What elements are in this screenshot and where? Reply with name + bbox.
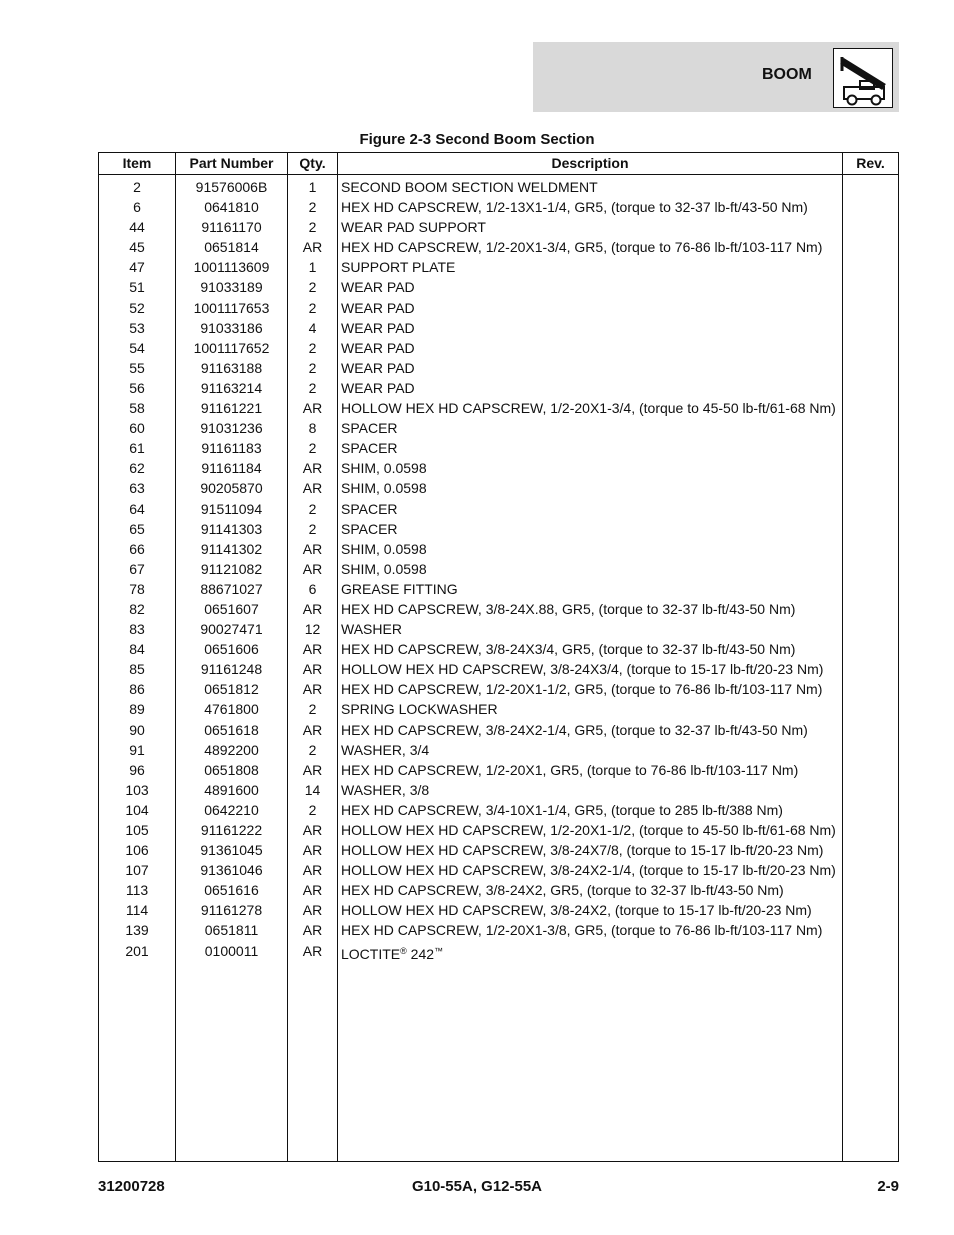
cell-part-number: 91161222	[200, 822, 263, 838]
cell-qty: AR	[302, 842, 323, 859]
cell-item: 53	[129, 319, 145, 336]
cell-item: 107	[125, 862, 149, 879]
cell-item: 91	[129, 741, 145, 758]
cell-qty: AR	[302, 560, 323, 577]
cell-part-number: 91141303	[200, 520, 263, 537]
cell-part-number: 91161248	[200, 661, 263, 678]
cell-description: HEX HD CAPSCREW, 3/8-24X3/4, GR5, (torque to 32-37 lb-ft/43-50 Nm)	[341, 641, 796, 658]
cell-part-number: 0651812	[204, 681, 259, 698]
table-row	[99, 780, 898, 800]
table-row	[99, 941, 898, 961]
table-row	[99, 920, 898, 940]
cell-description: HOLLOW HEX HD CAPSCREW, 3/8-24X3/4, (torque to 15-17 lb-ft/20-23 Nm)	[341, 661, 824, 678]
cell-qty: 2	[308, 379, 317, 396]
cell-description: WASHER, 3/8	[341, 781, 430, 798]
cell-part-number: 91161184	[201, 460, 262, 477]
cell-description: HEX HD CAPSCREW, 3/4-10X1-1/4, GR5, (torque to 285 lb-ft/388 Nm)	[341, 801, 783, 818]
cell-description: WEAR PAD	[341, 339, 415, 356]
cell-item: 86	[129, 681, 145, 698]
cell-description: HEX HD CAPSCREW, 1/2-20X1-1/2, GR5, (torque to 76-86 lb-ft/103-117 Nm)	[341, 681, 823, 698]
cell-qty: 2	[308, 279, 317, 296]
cell-description: WEAR PAD	[341, 279, 415, 296]
cell-qty: 2	[308, 801, 317, 818]
cell-item: 60	[129, 420, 145, 437]
cell-part-number: 0651618	[204, 721, 259, 738]
table-row	[99, 559, 898, 579]
cell-description: HEX HD CAPSCREW, 1/2-20X1-3/4, GR5, (torque to 76-86 lb-ft/103-117 Nm)	[341, 239, 823, 256]
cell-part-number: 1001117653	[193, 299, 270, 316]
cell-item: 45	[129, 239, 145, 256]
cell-item: 62	[129, 460, 145, 477]
cell-item: 65	[129, 520, 145, 537]
cell-qty: AR	[302, 400, 323, 417]
cell-part-number: 0651814	[204, 239, 259, 256]
table-row	[99, 217, 898, 237]
cell-qty: AR	[302, 942, 323, 959]
figure-title: Figure 2-3 Second Boom Section	[359, 131, 595, 148]
cell-part-number: 91031236	[200, 420, 263, 437]
cell-item: 64	[129, 500, 145, 517]
cell-description: WEAR PAD	[341, 299, 415, 316]
cell-part-number: 91511094	[200, 500, 263, 517]
table-row	[99, 659, 898, 679]
table-row	[99, 257, 898, 277]
cell-item: 82	[129, 600, 145, 617]
table-row	[99, 840, 898, 860]
cell-item: 139	[125, 922, 149, 939]
table-row	[99, 338, 898, 358]
table-row	[99, 579, 898, 599]
cell-qty: AR	[302, 239, 323, 256]
column-header-part-number: Part Number	[189, 155, 274, 171]
cell-item: 66	[129, 540, 145, 557]
cell-part-number: 91161278	[200, 902, 263, 919]
table-row	[99, 880, 898, 900]
page-number: 2-9	[877, 1178, 899, 1195]
cell-qty: AR	[302, 681, 323, 698]
table-row	[99, 800, 898, 820]
table-row	[99, 378, 898, 398]
table-header	[99, 153, 898, 175]
cell-description: WEAR PAD SUPPORT	[341, 219, 486, 236]
cell-description: SPACER	[341, 520, 398, 537]
cell-item: 56	[129, 379, 145, 396]
cell-description: SPACER	[341, 440, 398, 457]
cell-qty: AR	[302, 641, 323, 658]
table-row	[99, 237, 898, 257]
cell-part-number: 1001117652	[193, 339, 270, 356]
cell-part-number: 91576006B	[195, 179, 268, 195]
cell-qty: 8	[308, 420, 317, 437]
cell-qty: 2	[308, 339, 317, 356]
table-row	[99, 519, 898, 539]
table-row	[99, 740, 898, 760]
cell-description: HEX HD CAPSCREW, 1/2-20X1-3/8, GR5, (torque to 76-86 lb-ft/103-117 Nm)	[341, 922, 823, 939]
cell-item: 47	[129, 259, 145, 276]
cell-qty: 2	[308, 219, 317, 236]
cell-part-number: 88671027	[200, 580, 263, 597]
cell-item: 54	[129, 339, 145, 356]
table-row	[99, 539, 898, 559]
cell-item: 52	[129, 299, 145, 316]
cell-part-number: 0642210	[204, 801, 259, 818]
table-row	[99, 639, 898, 659]
cell-item: 63	[129, 480, 145, 497]
section-title: BOOM	[762, 66, 812, 83]
cell-qty: AR	[302, 721, 323, 738]
cell-qty: 2	[308, 440, 317, 457]
cell-qty: AR	[302, 661, 323, 678]
cell-part-number: 90027471	[200, 621, 263, 638]
cell-qty: AR	[302, 480, 323, 497]
cell-qty: 2	[308, 359, 317, 376]
cell-description: WASHER	[341, 621, 402, 638]
section-header	[533, 42, 899, 112]
cell-part-number: 4892200	[204, 741, 259, 758]
cell-item: 61	[129, 440, 145, 457]
cell-qty: AR	[302, 862, 323, 879]
cell-part-number: 91141302	[200, 540, 263, 557]
table-row	[99, 820, 898, 840]
cell-description: SUPPORT PLATE	[341, 259, 456, 276]
cell-part-number: 0651616	[204, 882, 259, 899]
loctite-name: LOCTITE	[341, 945, 401, 962]
loctite-number: 242	[406, 945, 435, 962]
cell-qty: AR	[302, 600, 323, 617]
cell-description: SECOND BOOM SECTION WELDMENT	[341, 179, 598, 195]
column-header-item: Item	[122, 155, 152, 171]
trademark: ™	[434, 945, 444, 956]
registered-mark: ®	[400, 945, 407, 956]
cell-item: 85	[129, 661, 145, 678]
table-row	[99, 197, 898, 217]
table-row	[99, 699, 898, 719]
cell-qty: 4	[308, 319, 317, 336]
table-row	[99, 277, 898, 297]
cell-item: 106	[125, 842, 149, 859]
cell-item: 201	[125, 942, 149, 959]
cell-description: HOLLOW HEX HD CAPSCREW, 3/8-24X2, (torque to 15-17 lb-ft/20-23 Nm)	[341, 902, 812, 919]
table-row	[99, 358, 898, 378]
cell-description: HEX HD CAPSCREW, 1/2-13X1-1/4, GR5, (torque to 32-37 lb-ft/43-50 Nm)	[341, 199, 808, 216]
cell-item: 90	[129, 721, 145, 738]
cell-description: SPRING LOCKWASHER	[341, 701, 498, 718]
cell-description: HOLLOW HEX HD CAPSCREW, 3/8-24X2-1/4, (torque to 15-17 lb-ft/20-23 Nm)	[341, 862, 836, 879]
table-row	[99, 398, 898, 418]
boom-lift-icon	[833, 48, 893, 108]
cell-qty: 2	[308, 701, 317, 718]
cell-qty: 2	[308, 741, 317, 758]
cell-part-number: 91033186	[200, 319, 263, 336]
table-row	[99, 599, 898, 619]
cell-item: 89	[129, 701, 145, 718]
cell-item: 103	[125, 781, 149, 798]
cell-description: SPACER	[341, 420, 398, 437]
table-row	[99, 619, 898, 639]
table-row	[99, 760, 898, 780]
cell-part-number: 0651607	[204, 600, 259, 617]
cell-qty: AR	[302, 902, 323, 919]
cell-item: 105	[125, 822, 149, 838]
cell-description: HOLLOW HEX HD CAPSCREW, 1/2-20X1-1/2, (torque to 45-50 lb-ft/61-68 Nm)	[341, 822, 836, 838]
cell-part-number: 91163214	[200, 379, 263, 396]
table-row	[99, 679, 898, 699]
cell-qty: 1	[308, 179, 317, 195]
cell-part-number: 4761800	[204, 701, 259, 718]
cell-qty: 12	[304, 621, 321, 638]
cell-item: 58	[129, 400, 145, 417]
cell-item: 84	[129, 641, 145, 658]
cell-qty: 6	[308, 580, 317, 597]
cell-qty: 1	[308, 259, 317, 276]
cell-description: SHIM, 0.0598	[341, 540, 427, 557]
cell-description: HEX HD CAPSCREW, 3/8-24X2, GR5, (torque to 32-37 lb-ft/43-50 Nm)	[341, 882, 784, 899]
cell-item: 78	[129, 580, 145, 597]
column-header-qty: Qty.	[299, 155, 326, 171]
cell-qty: AR	[302, 540, 323, 557]
table-row	[99, 438, 898, 458]
document-number: 31200728	[98, 1178, 165, 1195]
cell-description: SPACER	[341, 500, 398, 517]
cell-qty: 2	[308, 500, 317, 517]
cell-description: WEAR PAD	[341, 359, 415, 376]
table-row	[99, 720, 898, 740]
cell-description: WASHER, 3/4	[341, 741, 430, 758]
cell-item: 83	[129, 621, 145, 638]
cell-part-number: 0641810	[204, 199, 259, 216]
cell-qty: 2	[308, 299, 317, 316]
table-row	[99, 900, 898, 920]
cell-qty: AR	[302, 922, 323, 939]
table-row	[99, 860, 898, 880]
cell-description: WEAR PAD	[341, 319, 415, 336]
table-row	[99, 298, 898, 318]
cell-description: WEAR PAD	[341, 379, 415, 396]
parts-table	[98, 152, 899, 1162]
cell-description: HOLLOW HEX HD CAPSCREW, 3/8-24X7/8, (torque to 15-17 lb-ft/20-23 Nm)	[341, 842, 824, 859]
cell-part-number: 0651808	[204, 761, 259, 778]
cell-description: SHIM, 0.0598	[341, 480, 427, 497]
cell-item: 2	[133, 179, 141, 195]
cell-part-number: 91161183	[201, 440, 262, 457]
model-numbers: G10-55A, G12-55A	[411, 1178, 543, 1195]
cell-part-number: 0651811	[204, 922, 259, 939]
cell-item: 104	[125, 801, 149, 818]
table-row	[99, 458, 898, 478]
table-row	[99, 499, 898, 519]
cell-item: 44	[129, 219, 145, 236]
table-row	[99, 478, 898, 498]
cell-description	[341, 941, 443, 964]
cell-part-number: 90205870	[200, 480, 263, 497]
cell-description: HEX HD CAPSCREW, 3/8-24X.88, GR5, (torque to 32-37 lb-ft/43-50 Nm)	[341, 600, 796, 617]
cell-part-number: 91361046	[200, 862, 263, 879]
cell-qty: 2	[308, 520, 317, 537]
cell-description: HOLLOW HEX HD CAPSCREW, 1/2-20X1-3/4, (torque to 45-50 lb-ft/61-68 Nm)	[341, 400, 836, 417]
table-row	[99, 418, 898, 438]
cell-qty: AR	[302, 882, 323, 899]
cell-item: 113	[125, 882, 149, 899]
column-header-description: Description	[551, 155, 629, 171]
cell-item: 67	[129, 560, 145, 577]
cell-part-number: 0651606	[204, 641, 259, 658]
table-row	[99, 177, 898, 197]
table-row	[99, 318, 898, 338]
cell-description: SHIM, 0.0598	[341, 460, 427, 477]
cell-part-number: 1001113609	[193, 259, 270, 276]
column-header-rev: Rev.	[856, 155, 885, 171]
cell-qty: 14	[304, 781, 321, 798]
cell-description: HEX HD CAPSCREW, 1/2-20X1, GR5, (torque to 76-86 lb-ft/103-117 Nm)	[341, 761, 799, 778]
cell-part-number: 91161221	[200, 400, 263, 417]
cell-part-number: 0100011	[204, 942, 259, 959]
cell-item: 6	[133, 199, 141, 216]
table-body	[99, 177, 898, 961]
cell-item: 51	[129, 279, 145, 296]
cell-part-number: 4891600	[204, 781, 259, 798]
cell-description: HEX HD CAPSCREW, 3/8-24X2-1/4, GR5, (torque to 32-37 lb-ft/43-50 Nm)	[341, 721, 808, 738]
cell-description: SHIM, 0.0598	[341, 560, 427, 577]
cell-part-number: 91361045	[200, 842, 263, 859]
cell-qty: AR	[302, 460, 323, 477]
cell-description: GREASE FITTING	[341, 580, 458, 597]
cell-part-number: 91161170	[201, 219, 262, 236]
cell-qty: AR	[302, 761, 323, 778]
cell-part-number: 91163188	[200, 359, 263, 376]
cell-qty: AR	[302, 822, 323, 838]
cell-part-number: 91033189	[200, 279, 263, 296]
cell-part-number: 91121082	[200, 560, 263, 577]
cell-item: 114	[125, 902, 149, 919]
cell-item: 55	[129, 359, 145, 376]
cell-qty: 2	[308, 199, 317, 216]
cell-item: 96	[129, 761, 145, 778]
